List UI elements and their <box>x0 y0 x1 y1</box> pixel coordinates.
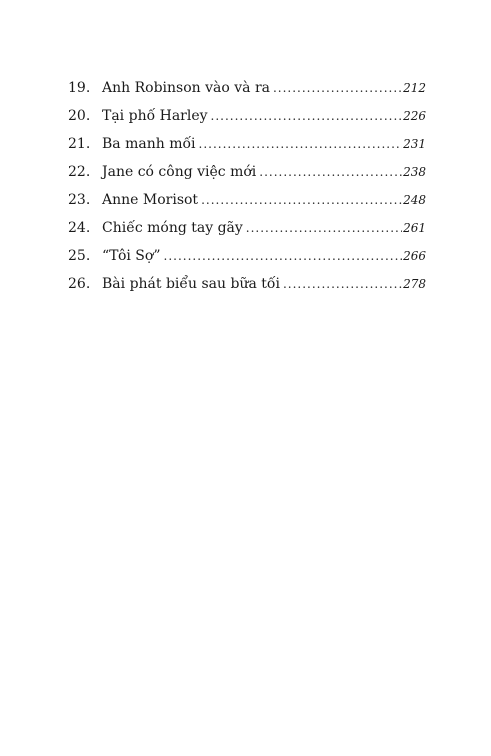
chapter-number: 21. <box>68 136 91 152</box>
toc-entry[interactable] <box>68 274 426 302</box>
toc-entry[interactable] <box>68 190 426 218</box>
page-number: 261 <box>403 221 426 235</box>
dot-leader <box>259 162 402 182</box>
dot-leader <box>201 190 402 210</box>
chapter-title: Tại phố Harley <box>102 108 208 124</box>
dot-leader <box>199 134 403 154</box>
chapter-number: 26. <box>68 276 91 292</box>
dot-leader <box>273 78 402 98</box>
toc-entry[interactable] <box>68 162 426 190</box>
toc-entry[interactable] <box>68 218 426 246</box>
chapter-number: 19. <box>68 80 91 96</box>
chapter-title: Jane có công việc mới <box>102 164 257 180</box>
chapter-number: 23. <box>68 192 91 208</box>
page-number: 226 <box>403 109 426 123</box>
chapter-title: Chiếc móng tay gãy <box>102 220 243 236</box>
dot-leader <box>164 246 403 266</box>
chapter-title: “Tôi Sợ” <box>102 248 161 264</box>
chapter-title: Bài phát biểu sau bữa tối <box>102 276 280 292</box>
dot-leader <box>211 106 403 126</box>
table-of-contents <box>68 78 426 302</box>
page-number: 266 <box>403 249 426 263</box>
chapter-title: Anh Robinson vào và ra <box>102 80 270 96</box>
page-number: 212 <box>403 81 426 95</box>
page-number: 231 <box>403 137 426 151</box>
toc-entry[interactable] <box>68 78 426 106</box>
toc-entry[interactable] <box>68 134 426 162</box>
dot-leader <box>246 218 402 238</box>
page-number: 238 <box>403 165 426 179</box>
chapter-number: 20. <box>68 108 91 124</box>
chapter-number: 25. <box>68 248 91 264</box>
dot-leader <box>283 274 402 294</box>
page-number: 278 <box>403 277 426 291</box>
toc-entry[interactable] <box>68 106 426 134</box>
chapter-number: 24. <box>68 220 91 236</box>
page-number: 248 <box>403 193 426 207</box>
chapter-number: 22. <box>68 164 91 180</box>
chapter-title: Anne Morisot <box>102 192 199 208</box>
toc-entry[interactable] <box>68 246 426 274</box>
chapter-title: Ba manh mối <box>102 136 196 152</box>
